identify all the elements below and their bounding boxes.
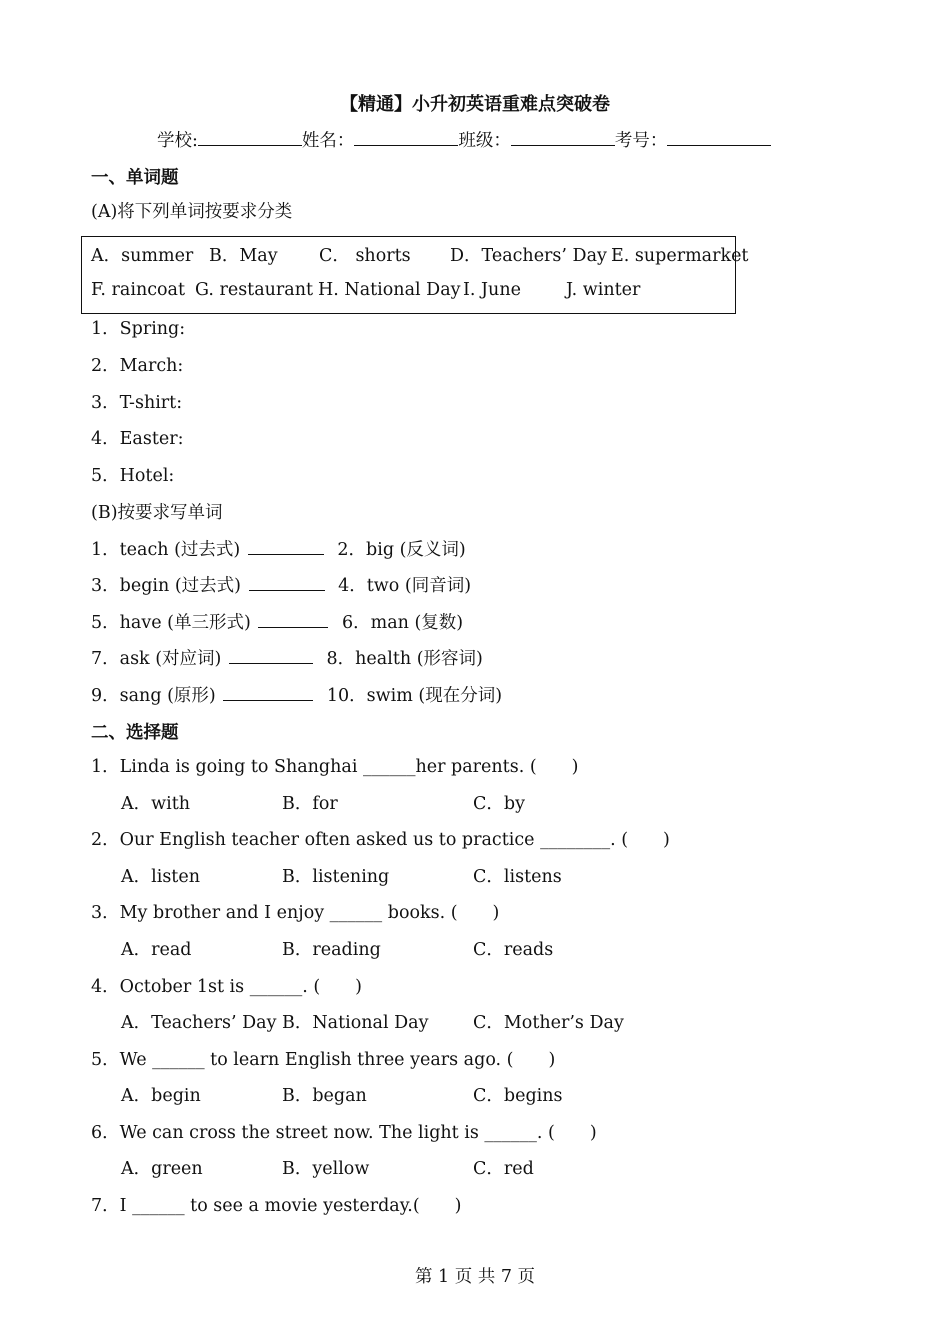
classify-item: 2．March: (91, 356, 184, 376)
option-c[interactable]: C．listens (473, 867, 562, 887)
class-label: 班级： (458, 131, 511, 151)
option-a[interactable]: A．begin (121, 1086, 201, 1106)
answer-blank[interactable] (258, 611, 328, 628)
option-a[interactable]: A．read (121, 940, 192, 960)
answer-blank[interactable] (249, 574, 325, 591)
word-option: E. supermarket (611, 246, 749, 266)
word-form-item: 1．teach (过去式) (91, 540, 241, 560)
question-stem: 7．I ______ to see a movie yesterday.( ) (91, 1196, 462, 1216)
option-b[interactable]: B．reading (282, 940, 381, 960)
question-stem: 3．My brother and I enjoy ______ books. ( ) (91, 903, 500, 923)
page-title: 【精通】小升初英语重难点突破卷 (340, 94, 610, 115)
answer-blank[interactable] (223, 684, 313, 701)
word-option: B．May (209, 246, 278, 266)
word-option: J. winter (566, 280, 641, 300)
name-blank[interactable] (354, 129, 458, 146)
name-label: 姓名： (301, 131, 355, 151)
question-stem: 6．We can cross the street now. The light is ______. ( ) (91, 1123, 597, 1143)
word-form-item: 9．sang (原形) (91, 686, 216, 706)
word-option: H. National Day (318, 280, 461, 300)
question-stem: 2．Our English teacher often asked us to practice ________. ( ) (91, 830, 670, 850)
word-form-item: 10．swim (现在分词) (326, 686, 503, 706)
classify-item: 4．Easter: (91, 429, 184, 449)
word-option: C． shorts (319, 246, 411, 266)
answer-blank[interactable] (248, 538, 324, 555)
option-b[interactable]: B．listening (282, 867, 390, 887)
word-option: D．Teachers’ Day (450, 246, 607, 266)
word-box (81, 236, 749, 314)
word-option: I. June (463, 280, 521, 300)
option-c[interactable]: C．by (473, 794, 525, 814)
school-blank[interactable] (198, 129, 302, 146)
option-b[interactable]: B．yellow (282, 1159, 370, 1179)
word-option: F. raincoat (91, 280, 186, 300)
section2-heading: 二、选择题 (91, 723, 179, 743)
option-b[interactable]: B．began (282, 1086, 367, 1106)
option-c[interactable]: C．Mother’s Day (473, 1013, 624, 1033)
school-label: 学校: (157, 131, 198, 151)
word-form-item: 4．two (同音词) (338, 576, 472, 596)
answer-blank[interactable] (229, 647, 313, 664)
question-stem: 4．October 1st is ______. ( ) (91, 977, 362, 997)
word-form-row (91, 574, 471, 597)
student-info-line (157, 129, 771, 153)
word-option: G. restaurant (195, 280, 314, 300)
question-stem: 1．Linda is going to Shanghai ______her parents. ( ) (91, 757, 579, 777)
exam-no-blank[interactable] (667, 129, 771, 146)
word-option: A．summer (91, 246, 194, 266)
classify-item: 3．T-shirt: (91, 393, 183, 413)
word-form-row (91, 611, 463, 634)
word-form-item: 2．big (反义词) (337, 540, 466, 560)
option-a[interactable]: A．with (121, 794, 191, 814)
page-footer: 第 1 页 共 7 页 (414, 1267, 536, 1287)
word-form-item: 8．health (形容词) (326, 649, 483, 669)
option-b[interactable]: B．for (282, 794, 338, 814)
word-form-item: 7．ask (对应词) (91, 649, 222, 669)
part-b-instruction: (B)按要求写单词 (91, 503, 223, 523)
exam-no-label: 考号： (614, 131, 668, 151)
word-form-item: 6．man (复数) (341, 613, 464, 633)
option-a[interactable]: A．green (121, 1159, 203, 1179)
part-a-instruction: (A)将下列单词按要求分类 (91, 202, 293, 222)
option-a[interactable]: A．listen (121, 867, 200, 887)
word-form-item: 5．have (单三形式) (91, 613, 251, 633)
option-c[interactable]: C．begins (473, 1086, 563, 1106)
class-blank[interactable] (511, 129, 615, 146)
word-form-row (91, 538, 466, 561)
option-a[interactable]: A．Teachers’ Day (121, 1013, 277, 1033)
option-c[interactable]: C．reads (473, 940, 554, 960)
classify-item: 5．Hotel: (91, 466, 175, 486)
word-form-row (91, 647, 483, 670)
option-c[interactable]: C．red (473, 1159, 534, 1179)
option-b[interactable]: B．National Day (282, 1013, 429, 1033)
classify-item: 1．Spring: (91, 319, 186, 339)
section1-heading: 一、单词题 (91, 168, 179, 188)
word-form-item: 3．begin (过去式) (91, 576, 241, 596)
word-form-row (91, 684, 502, 707)
question-stem: 5．We ______ to learn English three years ago. ( ) (91, 1050, 556, 1070)
